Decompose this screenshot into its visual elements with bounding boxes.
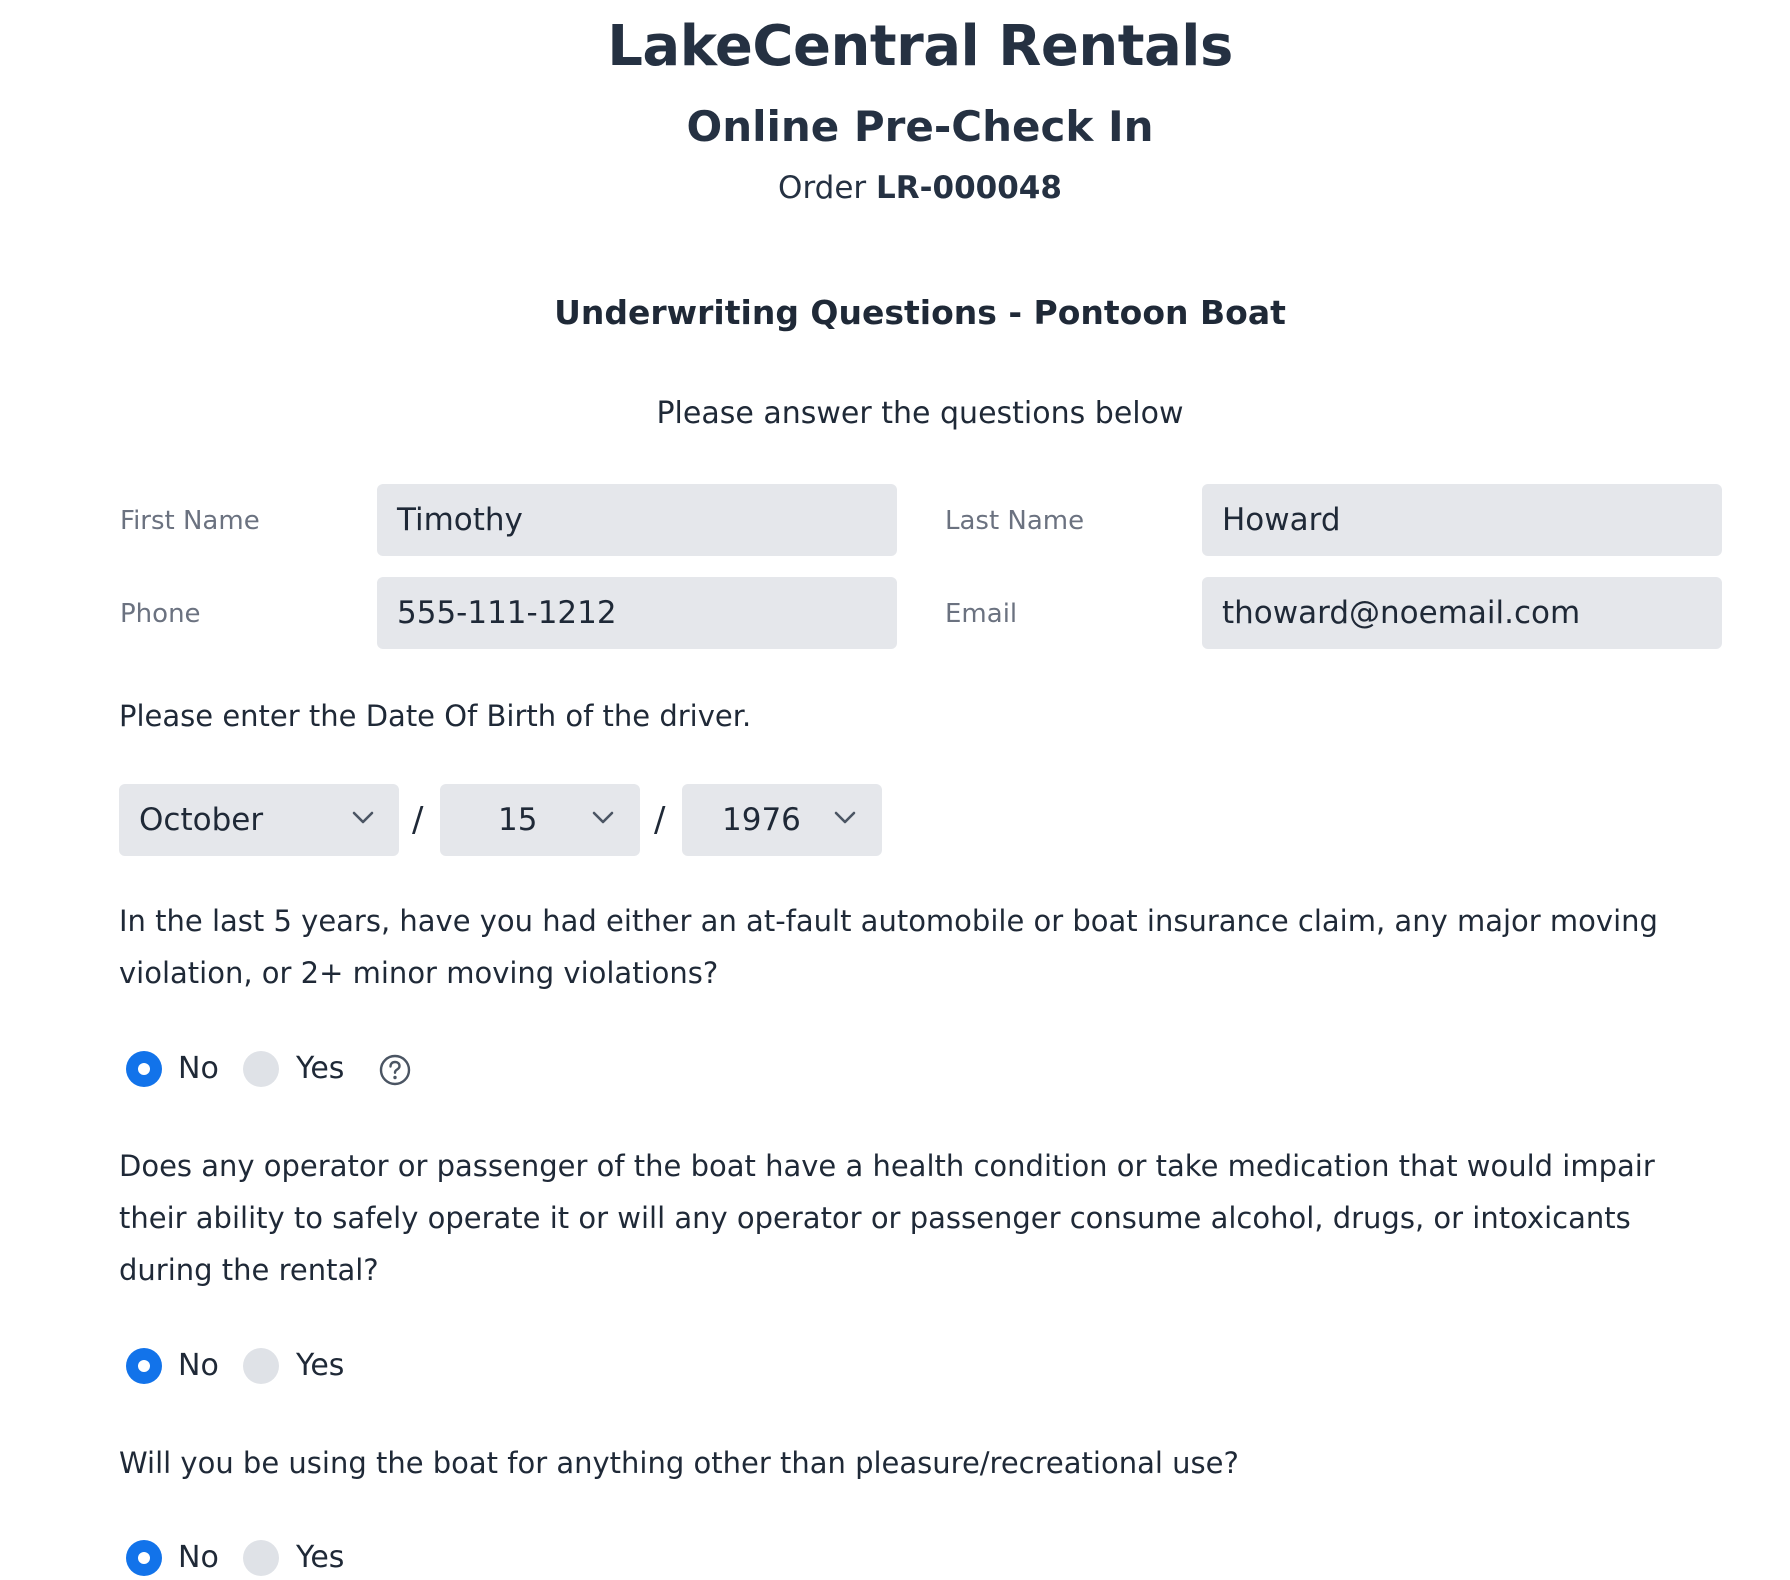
dob-prompt: Please enter the Date Of Birth of the driver.: [119, 699, 752, 733]
question-2-yes-label[interactable]: Yes: [296, 1348, 345, 1383]
dob-day-value: 15: [498, 802, 538, 838]
chevron-down-icon: [834, 811, 856, 825]
question-3-no-radio[interactable]: [126, 1540, 162, 1576]
phone-label: Phone: [120, 599, 201, 629]
company-name: LakeCentral Rentals: [607, 14, 1233, 79]
dob-month-select[interactable]: [119, 784, 399, 856]
dob-separator: /: [654, 800, 666, 840]
last-name-label: Last Name: [945, 506, 1085, 536]
question-2-no-radio[interactable]: [126, 1348, 162, 1384]
question-1-no-label[interactable]: No: [178, 1051, 219, 1086]
first-name-input[interactable]: Timothy: [377, 484, 897, 556]
last-name-input[interactable]: Howard: [1202, 484, 1722, 556]
order-line: [0, 170, 1790, 206]
email-input[interactable]: thoward@noemail.com: [1202, 577, 1722, 649]
chevron-down-icon: [592, 811, 614, 825]
dob-day-select[interactable]: [440, 784, 640, 856]
first-name-label: First Name: [120, 506, 260, 536]
dob-separator: /: [412, 800, 424, 840]
dob-month-value: October: [139, 802, 264, 838]
question-1-text: In the last 5 years, have you had either an at-fault automobile or boat insurance claim, any major moving violation, or 2+ minor moving violations?: [119, 904, 1658, 990]
question-2-yes-radio[interactable]: [243, 1348, 279, 1384]
question-1-yes-radio[interactable]: [243, 1051, 279, 1087]
question-3-no-label[interactable]: No: [178, 1540, 219, 1575]
question-1-no-radio[interactable]: [126, 1051, 162, 1087]
page-subtitle: Online Pre-Check In: [686, 102, 1154, 151]
question-3-yes-radio[interactable]: [243, 1540, 279, 1576]
chevron-down-icon: [352, 811, 374, 825]
question-3-text: Will you be using the boat for anything other than pleasure/recreational use?: [119, 1446, 1239, 1480]
dob-year-select[interactable]: [682, 784, 882, 856]
question-circle-icon[interactable]: [379, 1054, 411, 1086]
dob-year-value: 1976: [722, 802, 801, 838]
email-label: Email: [945, 599, 1018, 629]
order-prefix: Order: [778, 170, 867, 206]
phone-input[interactable]: 555-111-1212: [377, 577, 897, 649]
question-2-text: Does any operator or passenger of the boat have a health condition or take medication that would impair their ability to safely operate it or will any operator or passenger consume alcohol, drugs, or intoxicants during the rental?: [119, 1149, 1655, 1287]
section-instructions: Please answer the questions below: [656, 396, 1184, 431]
order-number: LR-000048: [876, 170, 1062, 206]
section-title: Underwriting Questions - Pontoon Boat: [554, 293, 1286, 332]
question-1-yes-label[interactable]: Yes: [296, 1051, 345, 1086]
question-2-no-label[interactable]: No: [178, 1348, 219, 1383]
question-3-yes-label[interactable]: Yes: [296, 1540, 345, 1575]
